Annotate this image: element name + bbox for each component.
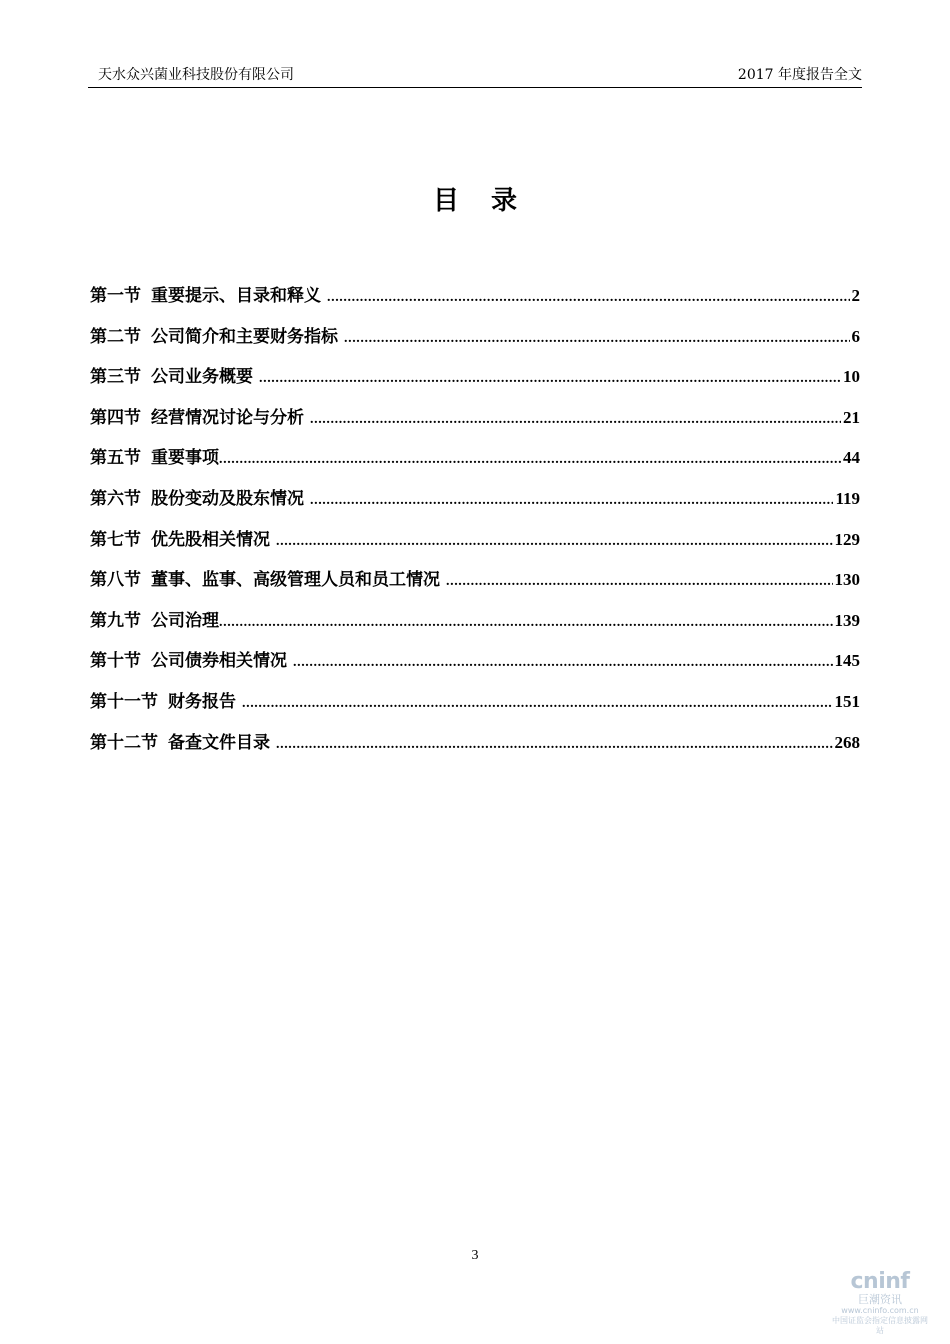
toc-section-title: 股份变动及股东情况 [151, 488, 304, 509]
cninfo-watermark [832, 1271, 928, 1336]
toc-section-title: 公司业务概要 [151, 367, 253, 388]
toc-section-title: 公司债券相关情况 [151, 651, 287, 672]
toc-page-number: 139 [834, 610, 860, 630]
toc-entry-5[interactable] [90, 446, 860, 487]
toc-page-number: 268 [834, 732, 860, 752]
toc-section-number: 第八节 [90, 570, 141, 591]
watermark-name: 巨潮资讯 [858, 1293, 902, 1306]
table-of-contents [90, 284, 860, 771]
toc-page-number: 119 [835, 488, 860, 508]
dot-leader [276, 733, 833, 757]
toc-section-number: 第三节 [90, 367, 141, 388]
toc-section-title: 备查文件目录 [168, 732, 270, 753]
toc-page-number: 129 [834, 529, 860, 549]
dot-leader [219, 448, 841, 472]
toc-entry-12[interactable] [90, 731, 860, 772]
toc-entry-10[interactable] [90, 649, 860, 690]
toc-section-title: 公司治理 [151, 610, 219, 631]
toc-section-title: 财务报告 [168, 691, 236, 712]
toc-entry-9[interactable] [90, 609, 860, 650]
watermark-url: www.cninfo.com.cn [841, 1306, 919, 1315]
dot-leader [310, 408, 841, 432]
company-name: 天水众兴菌业科技股份有限公司 [98, 67, 294, 83]
dot-leader [293, 651, 833, 675]
toc-section-number: 第四节 [90, 407, 141, 428]
toc-page-number: 10 [843, 367, 860, 387]
toc-entry-8[interactable] [90, 568, 860, 609]
page-header [88, 66, 862, 88]
toc-section-title: 重要提示、目录和释义 [151, 286, 321, 306]
toc-section-title: 经营情况讨论与分析 [151, 407, 304, 428]
toc-section-title: 优先股相关情况 [151, 529, 270, 550]
toc-entry-4[interactable] [90, 406, 860, 447]
toc-section-title: 董事、监事、高级管理人员和员工情况 [151, 570, 440, 591]
toc-page-number: 130 [834, 570, 860, 590]
toc-page-number: 2 [851, 286, 860, 305]
toc-section-number: 第一节 [90, 286, 141, 306]
toc-page-number: 145 [834, 651, 860, 671]
toc-section-number: 第十一节 [90, 691, 158, 712]
dot-leader [446, 570, 833, 594]
toc-page-number: 21 [843, 407, 860, 427]
toc-section-number: 第二节 [90, 326, 141, 347]
toc-section-number: 第九节 [90, 610, 141, 631]
dot-leader [310, 489, 833, 513]
page-number: 3 [471, 1248, 479, 1263]
dot-leader [259, 367, 841, 391]
toc-entry-7[interactable] [90, 528, 860, 569]
toc-page-number: 151 [834, 691, 860, 711]
toc-section-number: 第十二节 [90, 732, 158, 753]
toc-entry-3[interactable] [90, 365, 860, 406]
watermark-org: 中国证监会指定信息披露网站 [832, 1316, 928, 1335]
toc-entry-6[interactable] [90, 487, 860, 528]
dot-leader [242, 692, 833, 716]
cninfo-logo: cninf [850, 1269, 910, 1294]
toc-entry-1[interactable] [90, 284, 860, 325]
toc-page-number: 6 [851, 326, 860, 346]
toc-section-number: 第五节 [90, 448, 141, 469]
toc-section-number: 第七节 [90, 529, 141, 550]
toc-title: 目录 [432, 186, 549, 216]
dot-leader [276, 530, 833, 554]
dot-leader [327, 286, 850, 310]
toc-entry-11[interactable] [90, 690, 860, 731]
toc-section-number: 第十节 [90, 651, 141, 672]
dot-leader [344, 327, 850, 351]
report-title: 2017 年度报告全文 [737, 67, 862, 83]
toc-section-title: 重要事项 [151, 448, 219, 469]
dot-leader [219, 611, 833, 635]
toc-entry-2[interactable] [90, 325, 860, 366]
toc-page-number: 44 [843, 448, 860, 468]
toc-section-number: 第六节 [90, 488, 141, 509]
toc-section-title: 公司简介和主要财务指标 [151, 326, 338, 347]
